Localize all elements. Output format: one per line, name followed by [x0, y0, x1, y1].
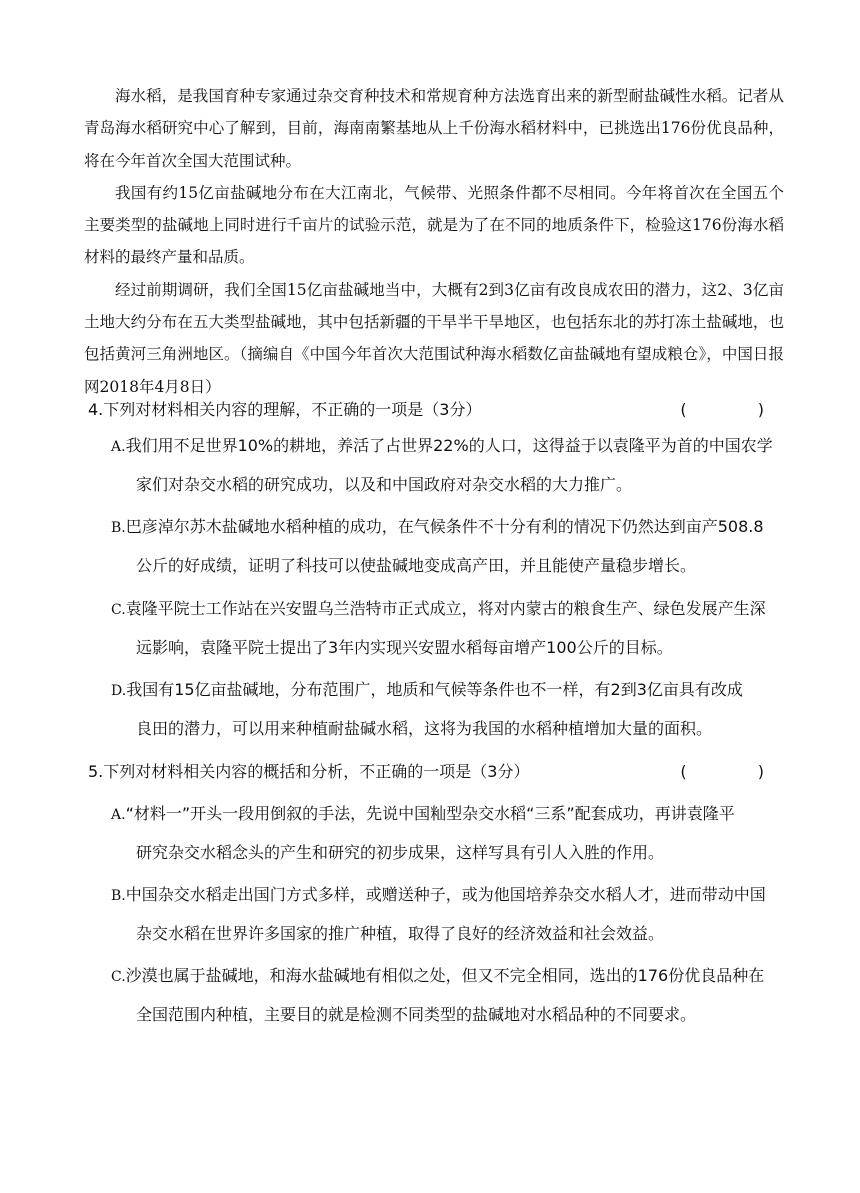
question-4-option-a	[111, 427, 777, 504]
option-letter: C.	[111, 602, 126, 618]
option-text-line1: 巴彦淖尔苏木盐碱地水稻种植的成功，在气候条件不十分有利的情况下仍然达到亩产508.8	[125, 517, 764, 536]
question-5-option-c	[111, 957, 777, 1034]
option-letter: A.	[111, 807, 126, 823]
question-4-answer-blank: ( )	[680, 400, 764, 419]
passage-paragraph-1: 海水稻，是我国育种专家通过杂交育种技术和常规育种方法选育出来的新型耐盐碱性水稻。记者从青岛海水稻研究中心了解到，目前，海南南繁基地从上千份海水稻材料中，已挑选出176份优良品种，将在今年首次全国大范围试种。	[84, 87, 784, 170]
option-text-line2: 公斤的好成绩，证明了科技可以使盐碱地变成高产田，并且能使产量稳步增长。	[136, 556, 697, 575]
option-text-line1: “材料一”开头一段用倒叙的手法，先说中国籼型杂交水稻“三系”配套成功，再讲袁隆平	[125, 804, 735, 823]
question-4-option-c	[111, 590, 777, 667]
passage-paragraph-3: 经过前期调研，我们全国15亿亩盐碱地当中，大概有2到3亿亩有改良成农田的潜力，这2、3亿亩土地大约分布在五大类型盐碱地，其中包括新疆的干旱半干旱地区，也包括东北的苏打冻土盐碱地，也包括黄河三角洲地区。（摘编自《中国今年首次大范围试种海水稻数亿亩盐碱地有望成粮仓》，中国日报网2018年4月8日）	[84, 280, 784, 396]
option-text-line2: 杂交水稻在世界许多国家的推广种植，取得了良好的经济效益和社会效益。	[136, 924, 665, 943]
option-text-line2: 良田的潜力，可以用来种植耐盐碱水稻，这将为我国的水稻种植增加大量的面积。	[136, 719, 713, 738]
option-letter: B.	[111, 888, 126, 904]
question-4-option-b	[111, 508, 777, 585]
question-5-option-b	[111, 876, 777, 953]
question-5-text: 5.下列对材料相关内容的概括和分析，不正确的一项是（3分）	[88, 762, 530, 781]
option-text-line2: 全国范围内种植，主要目的就是检测不同类型的盐碱地对水稻品种的不同要求。	[136, 1005, 697, 1024]
option-text-line2: 研究杂交水稻念头的产生和研究的初步成果，这样写具有引人入胜的作用。	[136, 843, 665, 862]
option-text-line1: 我国有15亿亩盐碱地，分布范围广，地质和气候等条件也不一样，有2到3亿亩具有改成	[126, 680, 743, 699]
question-4-option-d	[111, 671, 777, 748]
question-4-stem	[88, 398, 778, 422]
option-text-line1: 沙漠也属于盐碱地，和海水盐碱地有相似之处，但又不完全相同，选出的176份优良品种在	[125, 966, 765, 985]
passage-paragraph-2: 我国有约15亿亩盐碱地分布在大江南北，气候带、光照条件都不尽相同。今年将首次在全国五个主要类型的盐碱地上同时进行千亩片的试验示范，就是为了在不同的地质条件下，检验这176份海水稻材料的最终产量和品质。	[84, 183, 784, 267]
option-letter: B.	[111, 520, 126, 536]
option-text-line2: 家们对杂交水稻的研究成功，以及和中国政府对杂交水稻的大力推广。	[136, 475, 633, 494]
question-5-stem	[88, 760, 778, 784]
question-4-text: 4.下列对材料相关内容的理解，不正确的一项是（3分）	[88, 400, 482, 419]
question-5-option-a	[111, 795, 777, 872]
reading-passage	[84, 80, 784, 403]
option-letter: A.	[111, 439, 126, 455]
option-text-line2: 远影响，袁隆平院士提出了3年内实现兴安盟水稻每亩增产100公斤的目标。	[136, 638, 673, 657]
option-text-line1: 中国杂交水稻走出国门方式多样，或赠送种子，或为他国培养杂交水稻人才，进而带动中国	[125, 885, 766, 904]
option-text-line1: 袁隆平院士工作站在兴安盟乌兰浩特市正式成立，将对内蒙古的粮食生产、绿色发展产生深	[125, 599, 766, 618]
question-5-answer-blank: ( )	[680, 762, 764, 781]
option-letter: C.	[111, 969, 126, 985]
option-letter: D.	[111, 683, 127, 699]
option-text-line1: 我们用不足世界10%的耕地，养活了占世界22%的人口，这得益于以袁隆平为首的中国农学	[125, 436, 773, 455]
